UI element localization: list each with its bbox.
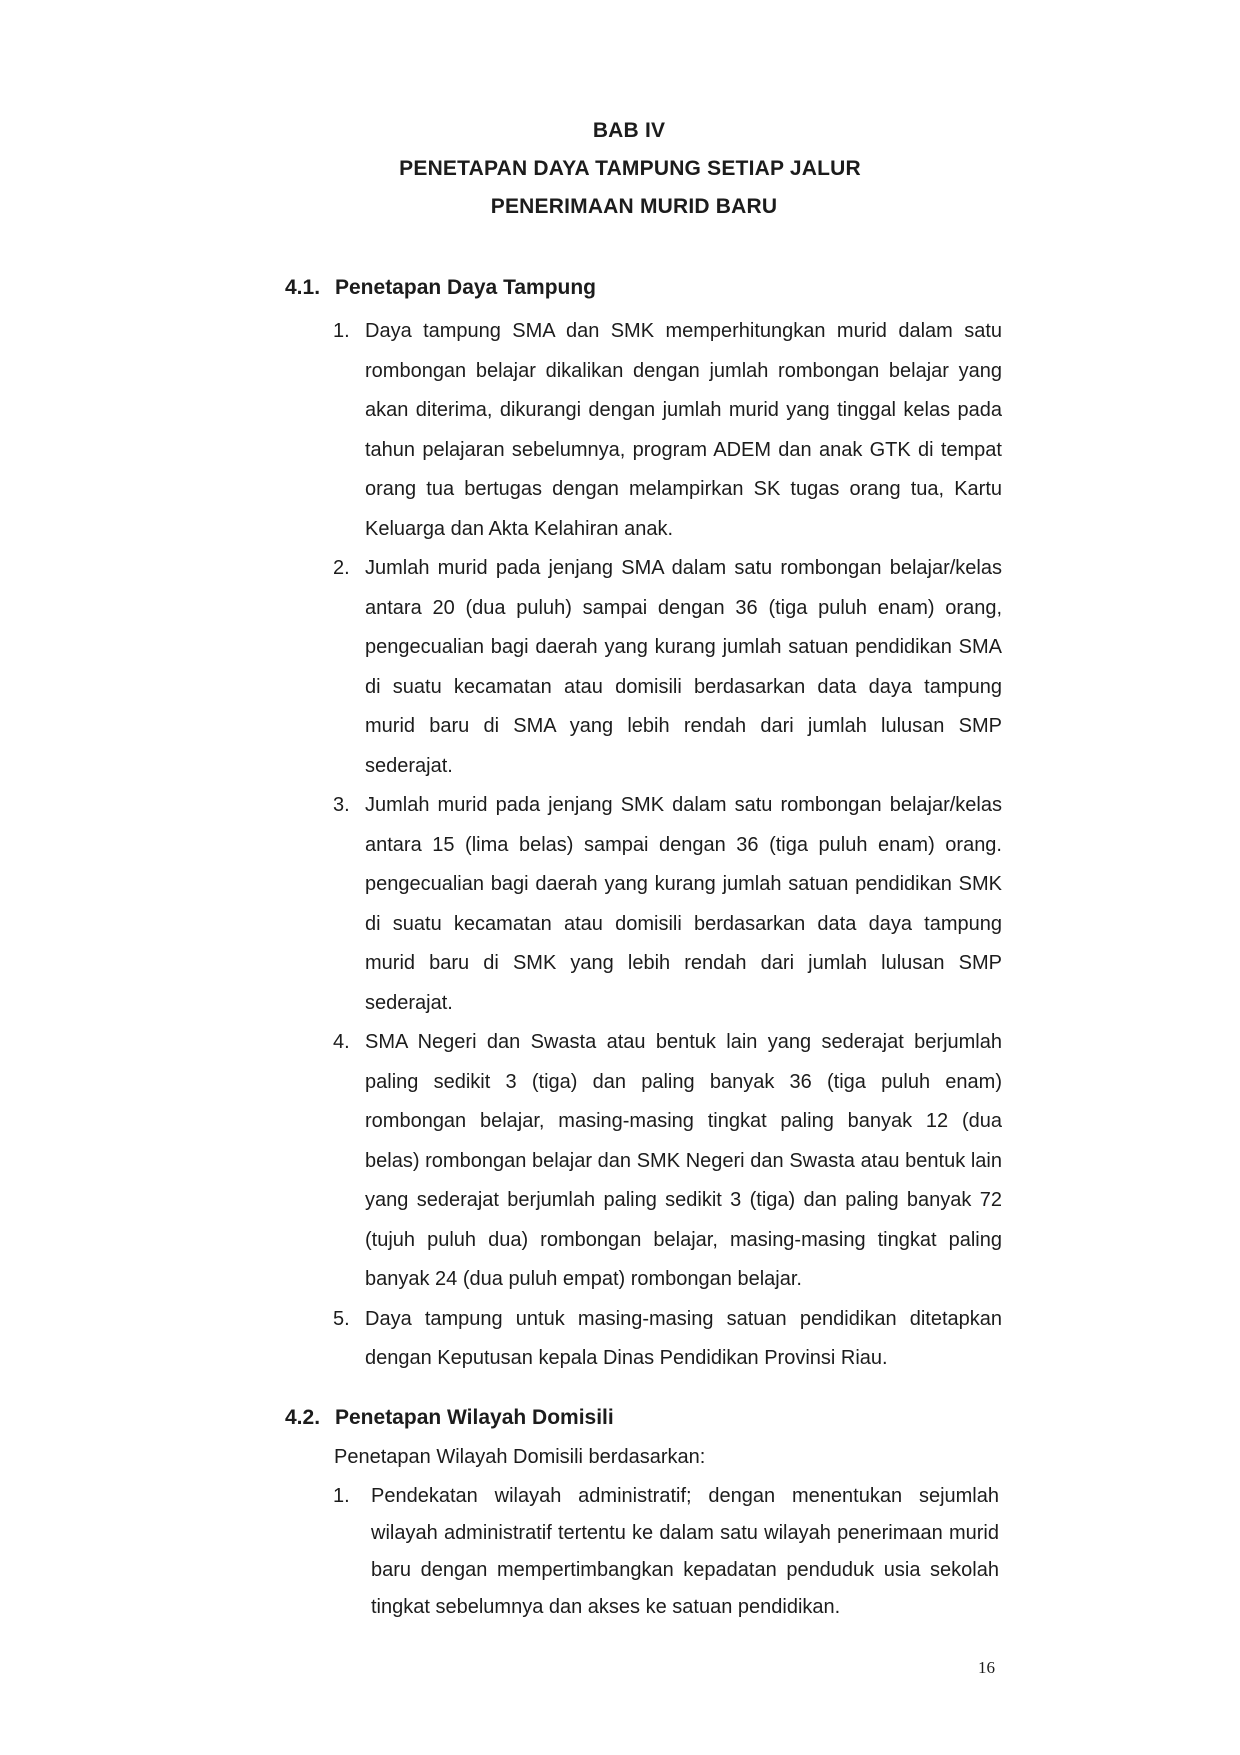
daya-tampung-list [0, 312, 1240, 1379]
list-item [0, 1300, 1240, 1379]
list-marker: 5. [333, 1307, 350, 1330]
list-item-text: Jumlah murid pada jenjang SMA dalam satu rombongan belajar/kelas antara 20 (dua puluh) sampai dengan 36 (tiga puluh enam) orang, pengecualian bagi daerah yang kurang jumlah satuan pendidikan SMA di suatu kecamatan atau domisili berdasarkan data daya tampung murid baru di SMA yang lebih rendah dari jumlah lulusan SMP sederajat. [365, 557, 1002, 777]
list-item [0, 1478, 1240, 1626]
section-heading-4-1 [285, 274, 596, 302]
chapter-heading [0, 112, 1240, 226]
list-marker: 4. [333, 1031, 350, 1053]
section-number: 4.1. [285, 276, 321, 299]
list-marker: 1. [333, 1485, 350, 1507]
list-item-text: Daya tampung untuk masing-masing satuan pendidikan ditetapkan dengan Keputusan kepala Dinas Pendidikan Provinsi Riau. [365, 1307, 1002, 1369]
chapter-title-line-1: PENETAPAN DAYA TAMPUNG SETIAP JALUR [399, 157, 861, 180]
list-item-text: Daya tampung SMA dan SMK memperhitungkan murid dalam satu rombongan belajar dikalikan dengan jumlah rombongan belajar yang akan diterima, dikurangi dengan jumlah murid yang tinggal kelas pada tahun pelajaran sebelumnya, program ADEM dan anak GTK di tempat orang tua bertugas dengan melampirkan SK tugas orang tua, Kartu Keluarga dan Akta Kelahiran anak. [365, 320, 1002, 540]
chapter-label: BAB IV [592, 119, 666, 142]
list-marker: 1. [333, 320, 350, 342]
list-item [0, 1023, 1240, 1300]
list-item-text: SMA Negeri dan Swasta atau bentuk lain yang sederajat berjumlah paling sedikit 3 (tiga) dan paling banyak 36 (tiga puluh enam) rombongan belajar, masing-masing tingkat paling banyak 12 (dua belas) rombongan belajar dan SMK Negeri dan Swasta atau bentuk lain yang sederajat berjumlah paling sedikit 3 (tiga) dan paling banyak 72 (tujuh puluh dua) rombongan belajar, masing-masing tingkat paling banyak 24 (dua puluh empat) rombongan belajar. [365, 1031, 1002, 1290]
section-intro: Penetapan Wilayah Domisili berdasarkan: [334, 1446, 706, 1468]
list-marker: 2. [333, 557, 350, 579]
section-title: Penetapan Wilayah Domisili [335, 1406, 614, 1429]
list-item [0, 786, 1240, 1023]
page-number: 16 [978, 1658, 995, 1677]
section-title: Penetapan Daya Tampung [335, 276, 597, 299]
wilayah-domisili-list [0, 1478, 1240, 1626]
list-marker: 3. [333, 794, 350, 816]
section-heading-4-2 [285, 1404, 614, 1432]
list-item-text: Jumlah murid pada jenjang SMK dalam satu rombongan belajar/kelas antara 15 (lima belas) sampai dengan 36 (tiga puluh enam) orang. pengecualian bagi daerah yang kurang jumlah satuan pendidikan SMK di suatu kecamatan atau domisili berdasarkan data daya tampung murid baru di SMK yang lebih rendah dari jumlah lulusan SMP sederajat. [365, 794, 1002, 1014]
section-number: 4.2. [285, 1406, 321, 1429]
list-item [0, 312, 1240, 549]
list-item-text: Pendekatan wilayah administratif; dengan menentukan sejumlah wilayah administratif tertentu ke dalam satu wilayah penerimaan murid baru dengan mempertimbangkan kepadatan penduduk usia sekolah tingkat sebelumnya dan akses ke satuan pendidikan. [371, 1485, 999, 1618]
chapter-title-line-2: PENERIMAAN MURID BARU [490, 195, 778, 218]
list-item [0, 549, 1240, 786]
